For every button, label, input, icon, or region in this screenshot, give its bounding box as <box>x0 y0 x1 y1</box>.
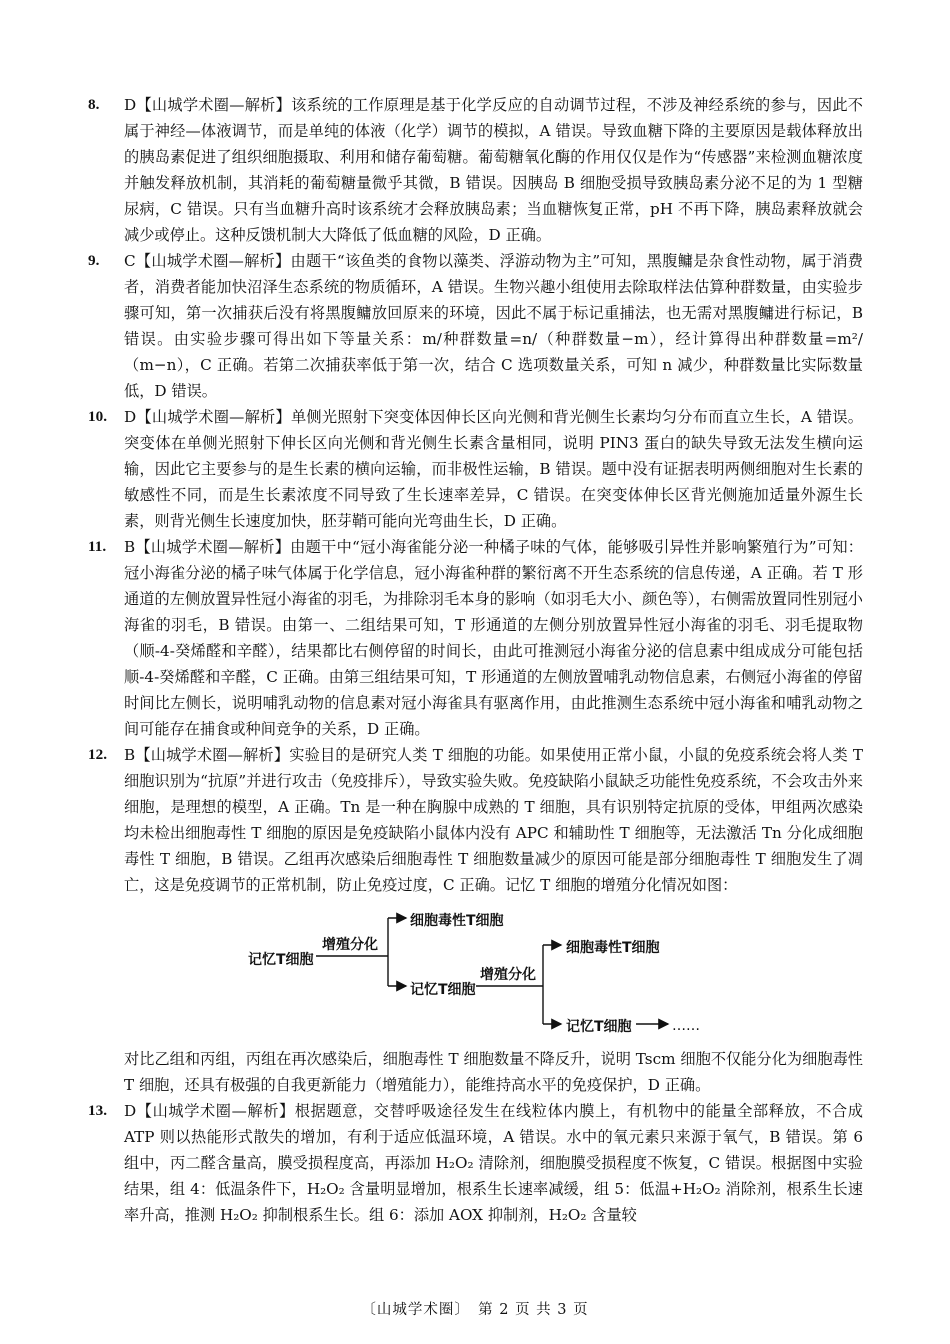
item-text: B【山城学术圈—解析】由题干中“冠小海雀能分泌一种橘子味的气体，能够吸引异性并影响繁殖行为”可知：冠小海雀分泌的橘子味气体属于化学信息，冠小海雀种群的繁衍离不开生态系统的信息传递，A 正确。若 T 形通道的左侧放置异性冠小海雀的羽毛，为排除羽毛本身的影响（如羽毛大小、颜色等），右侧需放置同性别冠小海雀的羽毛，B 错误。由第一、二组结果可知，T 形通道的左侧分别放置异性冠小海雀的羽毛、羽毛提取物（顺-4-癸烯醛和辛醛），结果都比右侧停留的时间长，由此可推测冠小海雀分泌的信息素中组成成分可能包括顺-4-癸烯醛和辛醛，C 正确。由第三组结果可知，T 形通道的左侧放置哺乳动物信息素，右侧冠小海雀的停留时间比左侧长，说明哺乳动物的信息素对冠小海雀具有驱离作用，由此推测生态系统中冠小海雀和哺乳动物之间可能存在捕食或种间竞争的关系，D 正确。 <box>124 538 863 738</box>
item-number: 11. <box>88 538 107 555</box>
item-number: 8. <box>88 96 100 113</box>
diagram-right-bottom-label: 记忆T细胞 <box>566 1019 632 1035</box>
page-footer: 〔山城学术圈〕 第 2 页 共 3 页 <box>361 1302 589 1318</box>
answer-item-13 <box>88 1098 863 1228</box>
answer-item-9 <box>88 248 863 404</box>
memory-t-cell-diagram <box>88 902 863 1044</box>
item-text: C【山城学术圈—解析】由题干“该鱼类的食物以藻类、浮游动物为主”可知，黑腹鳙是杂食性动物，属于消费者，消费者能加快沼泽生态系统的物质循环，A 错误。生物兴趣小组使用去除取样法估算种群数量，由实验步骤可知，第一次捕获后没有将黑腹鳙放回原来的环境，因此不属于标记重捕法，也无需对黑腹鳙进行标记，B 错误。由实验步骤可得出如下等量关系：m/种群数量=n/（种群数量−m），经计算得出种群数量=m²/（m−n），C 正确。若第二次捕获率低于第一次，结合 C 选项数量关系，可知 n 减少，种群数量比实际数量低，D 错误。 <box>124 252 863 400</box>
diagram-edge-label: 增殖分化 <box>322 937 378 953</box>
diagram-right-top-label: 细胞毒性T细胞 <box>566 940 660 956</box>
answer-item-10 <box>88 404 863 534</box>
answer-item-8 <box>88 92 863 248</box>
diagram-edge-label-2: 增殖分化 <box>480 967 536 983</box>
diagram-root-label: 记忆T细胞 <box>248 952 314 968</box>
diagram-ellipsis: …… <box>672 1018 700 1034</box>
item-text: D【山城学术圈—解析】该系统的工作原理是基于化学反应的自动调节过程，不涉及神经系统的参与，因此不属于神经—体液调节，而是单纯的体液（化学）调节的模拟，A 错误。导致血糖下降的主要原因是载体释放出的胰岛素促进了组织细胞摄取、利用和储存葡萄糖。葡萄糖氧化酶的作用仅仅是作为“传感器”来检测血糖浓度并触发释放机制，其消耗的葡萄糖量微乎其微，B 错误。因胰岛 B 细胞受损导致胰岛素分泌不足的为 1 型糖尿病，C 错误。只有当血糖升高时该系统才会释放胰岛素；当血糖恢复正常，pH 不再下降，胰岛素释放就会减少或停止。这种反馈机制大大降低了低血糖的风险，D 正确。 <box>124 96 863 244</box>
answer-item-12 <box>88 742 863 1098</box>
item-number: 10. <box>88 408 107 425</box>
diagram-top-label: 细胞毒性T细胞 <box>410 913 504 929</box>
answer-list <box>88 92 863 1228</box>
item-number: 9. <box>88 252 100 269</box>
item-number: 13. <box>88 1102 107 1119</box>
item-number: 12. <box>88 746 107 763</box>
diagram-middle-label: 记忆T细胞 <box>410 982 476 998</box>
answer-item-11 <box>88 534 863 742</box>
item-text: B【山城学术圈—解析】实验目的是研究人类 T 细胞的功能。如果使用正常小鼠，小鼠的免疫系统会将人类 T 细胞识别为“抗原”并进行攻击（免疫排斥），导致实验失败。免疫缺陷小鼠缺乏功能性免疫系统，不会攻击外来细胞，是理想的模型，A 正确。Tn 是一种在胸腺中成熟的 T 细胞，具有识别特定抗原的受体，甲组两次感染均未检出细胞毒性 T 细胞的原因是免疫缺陷小鼠体内没有 APC 和辅助性 T 细胞等，无法激活 Tn 分化成细胞毒性 T 细胞，B 错误。乙组再次感染后细胞毒性 T 细胞数量减少的原因可能是部分细胞毒性 T 细胞发生了凋亡，这是免疫调节的正常机制，防止免疫过度，C 正确。记忆 T 细胞的增殖分化情况如图： <box>124 746 863 894</box>
item-text: D【山城学术圈—解析】根据题意，交替呼吸途径发生在线粒体内膜上，有机物中的能量全部释放，不合成 ATP 则以热能形式散失的增加，有利于适应低温环境，A 错误。水中的氧元素只来源于氧气，B 错误。第 6 组中，丙二醛含量高，膜受损程度高，再添加 H₂O₂ 清除剂，细胞膜受损程度不恢复，C 错误。根据图中实验结果，组 4：低温条件下，H₂O₂ 含量明显增加，根系生长速率减缓，组 5：低温+H₂O₂ 消除剂，根系生长速率升高，推测 H₂O₂ 抑制根系生长。组 6：添加 AOX 抑制剂，H₂O₂ 含量较 <box>124 1102 863 1224</box>
item-text: D【山城学术圈—解析】单侧光照射下突变体因伸长区向光侧和背光侧生长素均匀分布而直立生长，A 错误。突变体在单侧光照射下伸长区向光侧和背光侧生长素含量相同，说明 PIN3 蛋白的缺失导致无法发生横向运输，因此它主要参与的是生长素的横向运输，而非极性运输，B 错误。题中没有证据表明两侧细胞对生长素的敏感性不同，而是生长素浓度不同导致了生长速率差异，C 错误。在突变体伸长区背光侧施加适量外源生长素，则背光侧生长速度加快，胚芽鞘可能向光弯曲生长，D 正确。 <box>124 408 863 530</box>
item-text-continued: 对比乙组和丙组，丙组在再次感染后，细胞毒性 T 细胞数量不降反升，说明 Tscm 细胞不仅能分化为细胞毒性 T 细胞，还具有极强的自我更新能力（增殖能力），能维持高水平的免疫保护，D 正确。 <box>124 1050 863 1094</box>
